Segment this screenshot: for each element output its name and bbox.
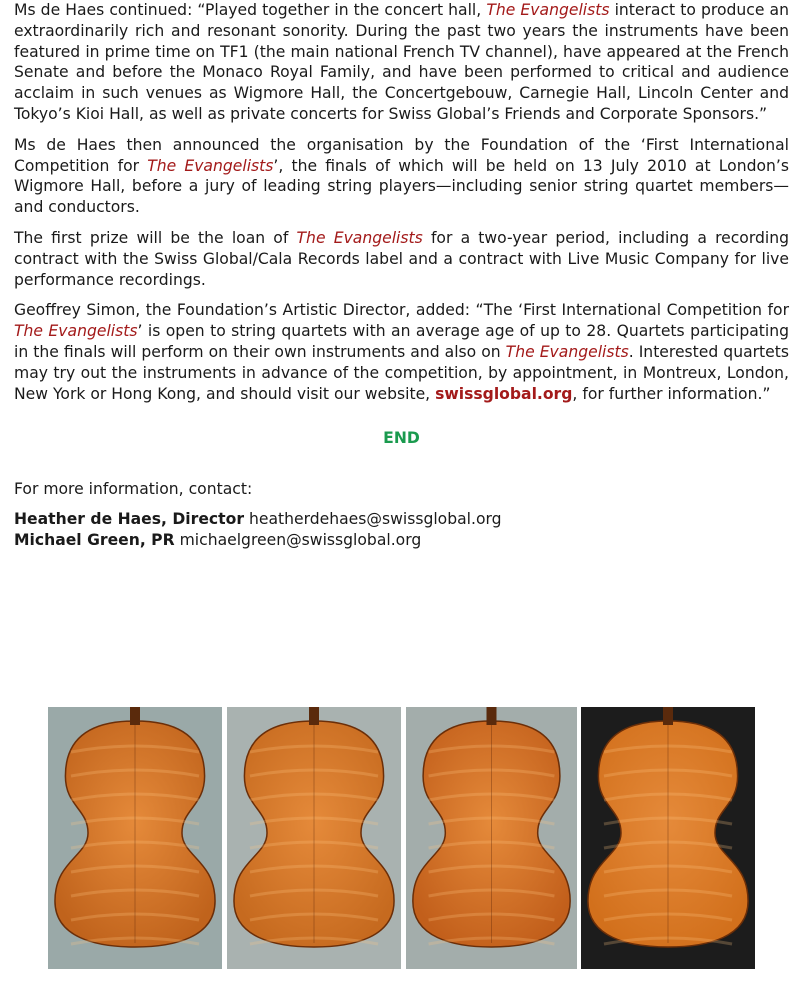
paragraph-text: ’ is open to string quartets with an average age of up to 28. Quartets participating in the finals will perform on their own instruments and also on (14, 322, 789, 361)
instrument-title: The Evangelists (296, 228, 423, 247)
paragraph-text: interact to produce an extraordinarily rich and resonant sonority. During the past two years the instruments have been featured in prime time on TF1 (the main national French TV channel), have appeared at the French Senate and before the Monaco Royal Family, and have been performed to critical and audience acclaim in such venues as Wigmore Hall, the Concertgebouw, Carnegie Hall, Lincoln Center and Tokyo’s Kioi Hall, as well as private concerts for Swiss Global’s Friends and Corporate Sponsors.” (14, 1, 789, 123)
body-paragraph (14, 228, 789, 290)
violin-back-photo-2 (227, 707, 401, 969)
paragraph-text: for a two-year period, including a recording contract with the Swiss Global/Cala Records label and a contract with Live Music Company for live performance recordings. (14, 228, 790, 289)
website-link[interactable]: swissglobal.org (435, 384, 573, 403)
violin-photo-strip (48, 707, 755, 969)
body-paragraph (14, 0, 789, 125)
paragraphs (14, 0, 789, 404)
contact-email[interactable]: heatherdehaes@swissglobal.org (248, 510, 502, 529)
paragraph-text: Ms de Haes then announced the organisation by the Foundation of the ‘First International Competition for (14, 135, 789, 175)
contact-email[interactable]: michaelgreen@swissglobal.org (179, 530, 422, 549)
contact-name: Michael Green, PR (14, 530, 175, 549)
body-paragraph (14, 135, 789, 218)
contact-row (14, 530, 789, 551)
paragraph-text: Ms de Haes continued: “Played together in the concert hall, (14, 1, 487, 19)
paragraph-text: . Interested quartets may try out the instruments in advance of the competition, by appointment, in Montreux, London, New York or Hong Kong, and should visit our website, (14, 342, 790, 403)
press-release-body (14, 0, 789, 550)
end-marker: END (383, 429, 420, 448)
instrument-title: The Evangelists (147, 156, 274, 175)
contact-row (14, 509, 789, 530)
contact-list (14, 509, 789, 550)
violin-back-photo-3 (406, 707, 577, 969)
violin-back-photo-4 (581, 707, 755, 969)
paragraph-text: The first prize will be the loan of (14, 228, 297, 247)
violin-back-photo-1 (48, 707, 222, 969)
instrument-title: The Evangelists (486, 1, 610, 19)
paragraph-text: , for further information.” (572, 384, 771, 403)
instrument-title: The Evangelists (505, 342, 629, 361)
contact-intro: For more information, contact: (14, 480, 253, 499)
contact-name: Heather de Haes, Director (14, 510, 245, 529)
paragraph-text: Geoffrey Simon, the Foundation’s Artistic Director, added: “The ‘First International Competition for (14, 301, 789, 320)
instrument-title: The Evangelists (14, 322, 138, 341)
body-paragraph (14, 300, 789, 404)
paragraph-text: ’, the finals of which will be held on 13 July 2010 at London’s Wigmore Hall, before a jury of leading string players—including senior string quartet members—and conductors. (14, 156, 789, 217)
